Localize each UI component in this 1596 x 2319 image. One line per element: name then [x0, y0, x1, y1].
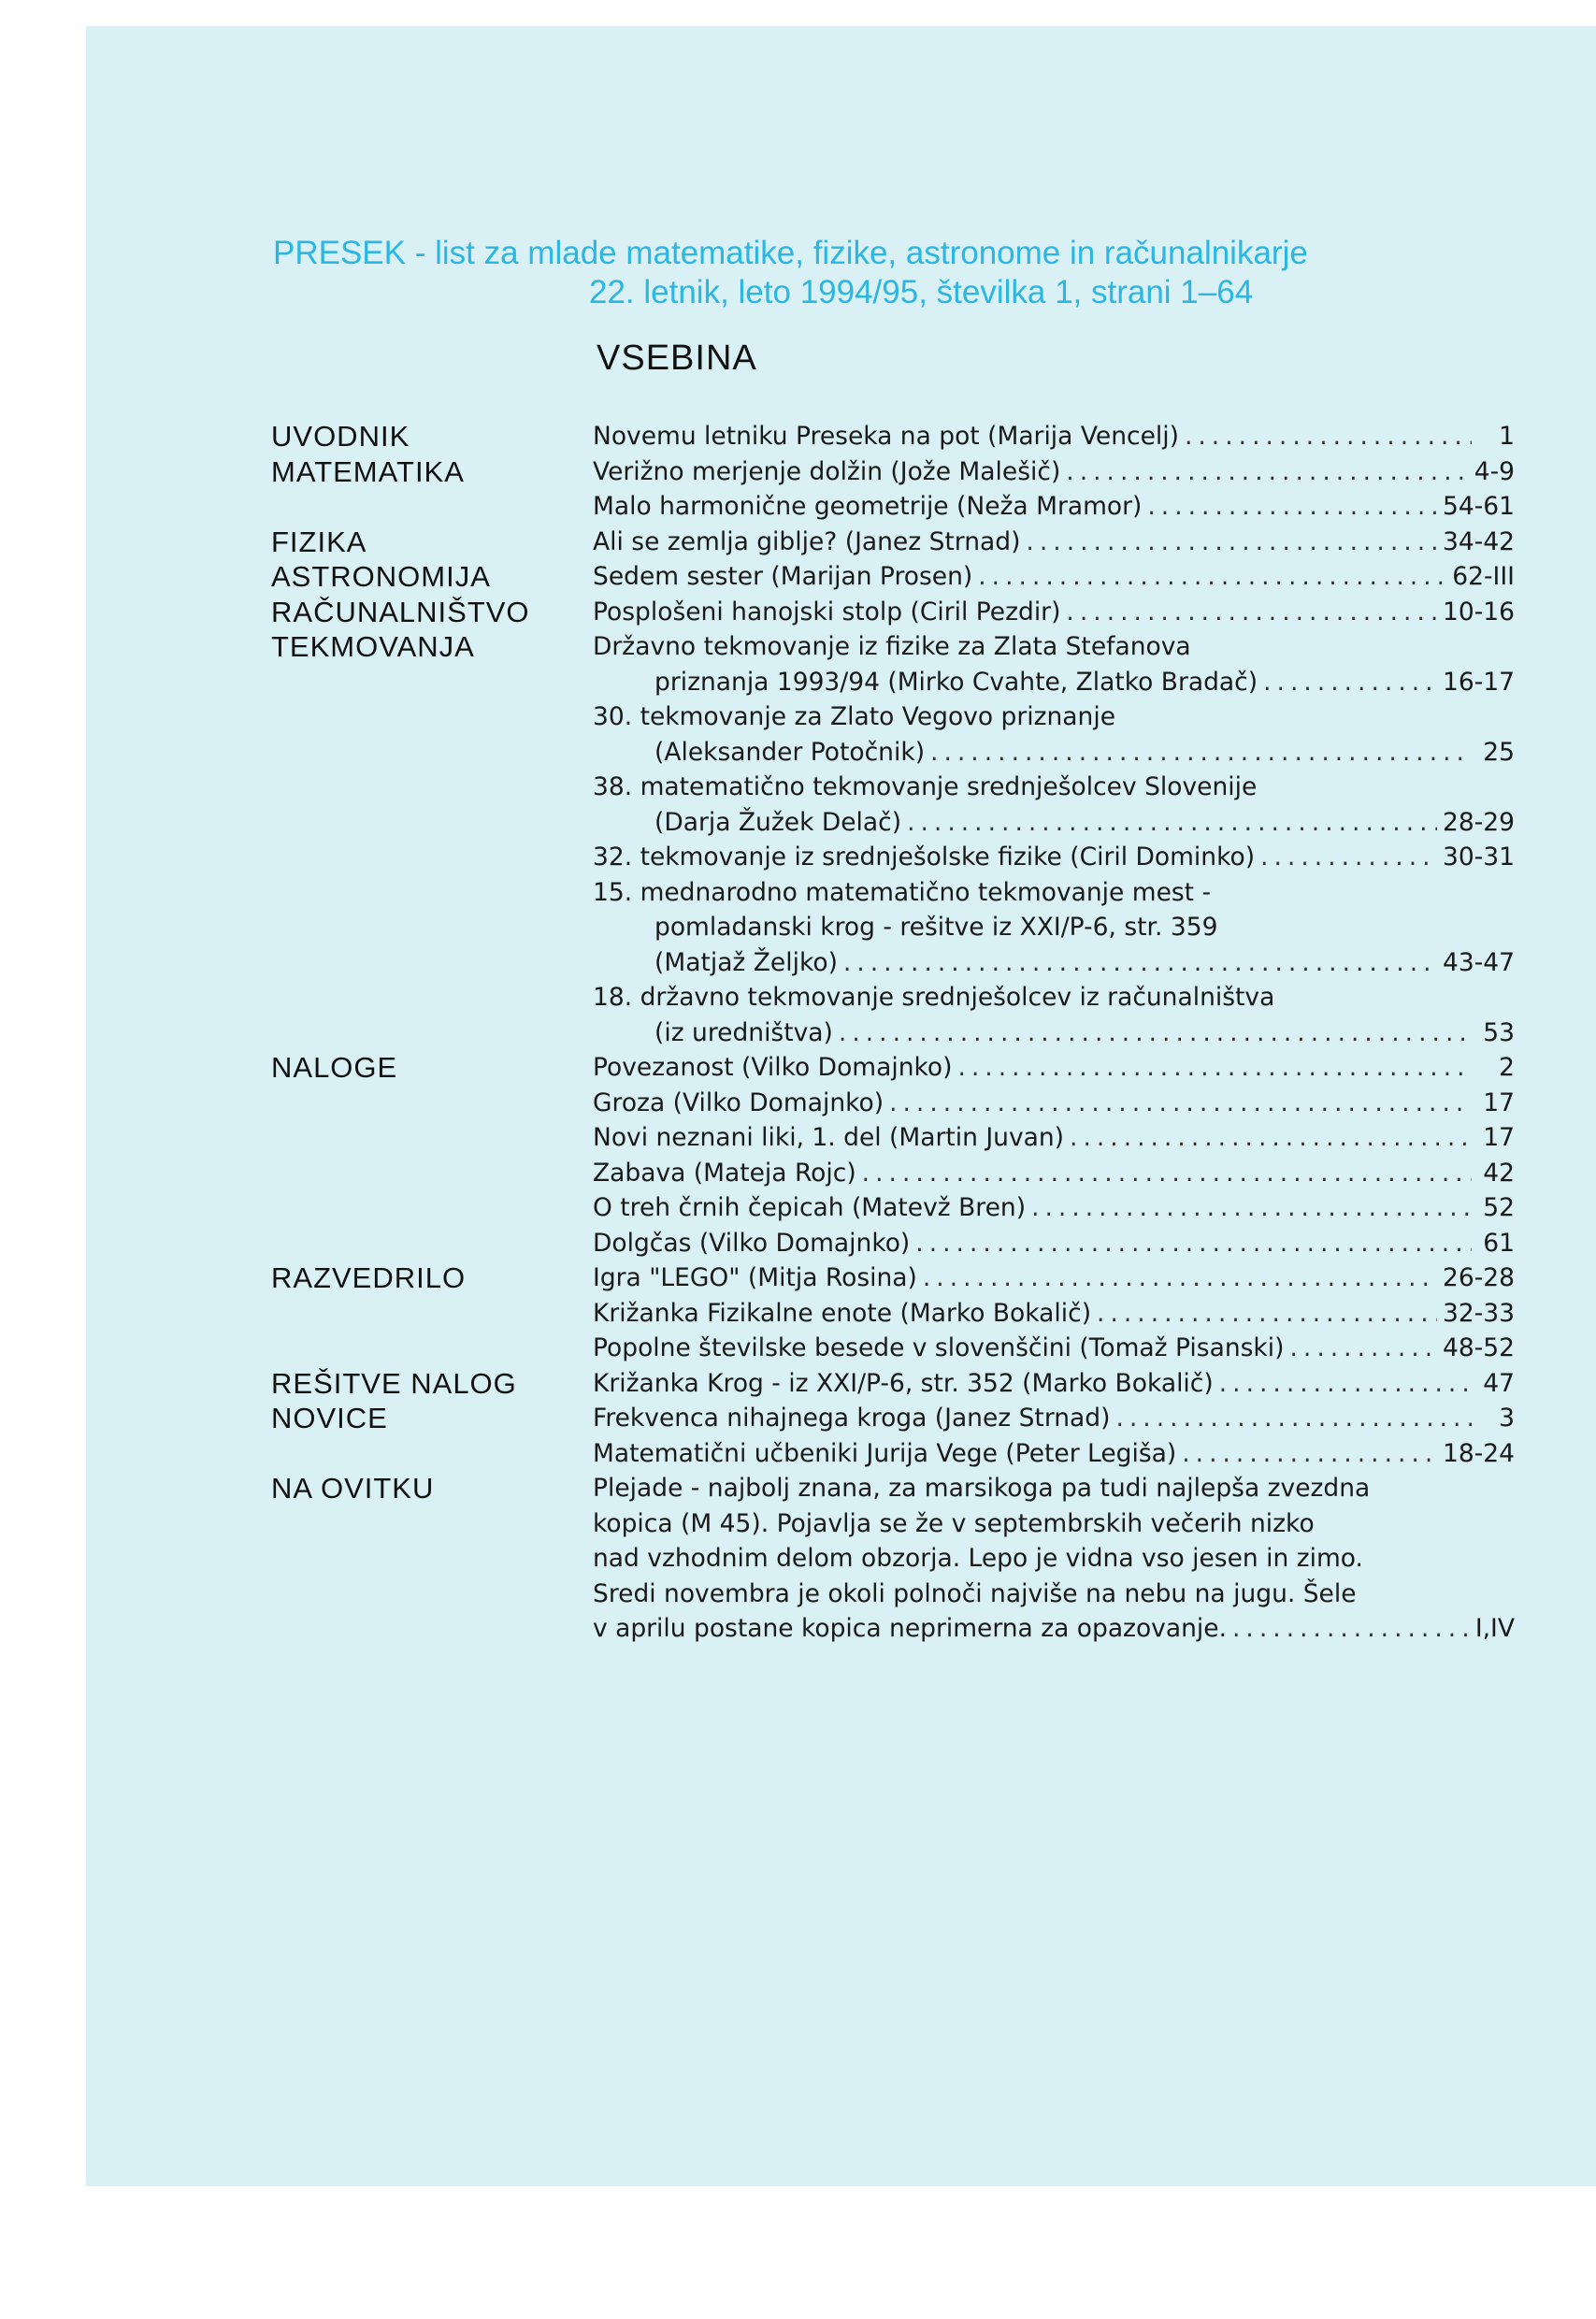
- contents-title: VSEBINA: [597, 338, 757, 378]
- table-of-contents: [271, 419, 1515, 1647]
- entry-title: Popolne številske besede v slovenščini (Tomaž Pisanski): [593, 1333, 1285, 1362]
- toc-entry: [593, 1050, 1515, 1086]
- entry-title: (Darja Žužek Delač): [654, 807, 902, 837]
- magazine-header: [273, 234, 1507, 312]
- leader-dots: [1147, 489, 1437, 525]
- leader-dots: [839, 1015, 1472, 1051]
- section-label: UVODNIK: [271, 420, 410, 453]
- entry-title: Ali se zemlja giblje? (Janez Strnad): [593, 526, 1021, 556]
- page-number: 18-24: [1442, 1438, 1515, 1468]
- entry-title-line: Državno tekmovanje iz fizike za Zlata Stefanova: [593, 632, 1191, 661]
- page-number: 48-52: [1442, 1333, 1515, 1362]
- page-number: 25: [1483, 737, 1515, 767]
- entry-text-line: Sredi novembra je okoli polnoči najviše na nebu na jugu. Šele: [593, 1578, 1357, 1608]
- entry-title: priznanja 1993/94 (Mirko Cvahte, Zlatko Bradač): [654, 667, 1258, 697]
- entry-title: Križanka Fizikalne enote (Marko Bokalič): [593, 1298, 1092, 1328]
- entry-title: Matematični učbeniki Jurija Vege (Peter Legiša): [593, 1438, 1177, 1468]
- entry-title: Povezanost (Vilko Domajnko): [593, 1053, 953, 1082]
- entry-text-line: kopica (M 45). Pojavlja se že v septembrskih večerih nizko: [593, 1508, 1315, 1538]
- toc-entry: [593, 1086, 1515, 1121]
- toc-entry: [593, 1260, 1515, 1296]
- leader-dots: [1115, 1401, 1472, 1436]
- toc-entry: [593, 1366, 1515, 1402]
- entry-title: Novi neznani liki, 1. del (Martin Juvan): [593, 1123, 1065, 1152]
- entry-text-line: nad vzhodnim delom obzorja. Lepo je vidna vso jesen in zimo.: [593, 1544, 1363, 1573]
- leader-dots: [862, 1156, 1472, 1191]
- toc-entry: [593, 559, 1515, 595]
- leader-dots: [923, 1260, 1437, 1296]
- toc-section: [271, 454, 1515, 525]
- page-number: 2: [1499, 1053, 1515, 1082]
- page-number: 1: [1499, 422, 1515, 451]
- page-number: 10-16: [1442, 597, 1515, 627]
- entry-title: Frekvenca nihajnega kroga (Janez Strnad): [593, 1404, 1111, 1433]
- section-entries: [593, 1366, 1515, 1402]
- page-number: 17: [1483, 1087, 1515, 1117]
- toc-entry: [593, 1015, 1515, 1051]
- leader-dots: [1219, 1366, 1472, 1402]
- leader-dots: [1232, 1611, 1470, 1647]
- toc-entry: [593, 665, 1515, 700]
- leader-dots: [1070, 1120, 1472, 1156]
- toc-entry: [593, 525, 1515, 560]
- leader-dots: [1097, 1296, 1437, 1332]
- leader-dots: [930, 735, 1472, 771]
- entry-title: O treh črnih čepicah (Matevž Bren): [593, 1193, 1027, 1222]
- toc-entry: [593, 805, 1515, 841]
- toc-entry: [593, 1296, 1515, 1332]
- entry-title: v aprilu postane kopica neprimerna za opazovanje.: [593, 1614, 1227, 1643]
- section-entries: [593, 1050, 1515, 1260]
- toc-entry: [593, 1611, 1515, 1647]
- toc-entry: [593, 1226, 1515, 1261]
- entry-title: Groza (Vilko Domajnko): [593, 1087, 884, 1117]
- section-label: NA OVITKU: [271, 1472, 435, 1505]
- entry-title: Zabava (Mateja Rojc): [593, 1158, 856, 1188]
- toc-entry: [593, 1156, 1515, 1191]
- leader-dots: [957, 1050, 1472, 1086]
- toc-entry: [593, 419, 1515, 454]
- section-entries: [593, 419, 1515, 454]
- leader-dots: [1263, 665, 1437, 700]
- entry-text-line: Plejade - najbolj znana, za marsikoga pa tudi najlepša zvezdna: [593, 1474, 1371, 1503]
- leader-dots: [1185, 419, 1472, 454]
- entry-title: Malo harmonične geometrije (Neža Mramor): [593, 492, 1143, 521]
- toc-entry: [593, 1436, 1515, 1472]
- page-number: 28-29: [1442, 807, 1515, 837]
- toc-section: [271, 1050, 1515, 1260]
- page-number: 3: [1499, 1404, 1515, 1433]
- toc-entry: [593, 735, 1515, 771]
- page-number: 54-61: [1442, 492, 1515, 521]
- toc-entry: [593, 1120, 1515, 1156]
- page-number: 53: [1483, 1017, 1515, 1047]
- page-number: 61: [1483, 1228, 1515, 1258]
- section-entries: [593, 1260, 1515, 1366]
- toc-entry: [593, 454, 1515, 490]
- entry-title: Novemu letniku Preseka na pot (Marija Vencelj): [593, 422, 1179, 451]
- page-number: 16-17: [1442, 667, 1515, 697]
- entry-title: Posplošeni hanojski stolp (Ciril Pezdir): [593, 597, 1061, 627]
- entry-title: Dolgčas (Vilko Domajnko): [593, 1228, 911, 1258]
- page-number: 26-28: [1442, 1263, 1515, 1292]
- leader-dots: [889, 1086, 1472, 1121]
- entry-title-line: 30. tekmovanje za Zlato Vegovo priznanje: [593, 702, 1116, 731]
- leader-dots: [843, 945, 1437, 981]
- section-entries: [593, 595, 1515, 630]
- toc-entry: [593, 840, 1515, 875]
- toc-section: [271, 559, 1515, 595]
- entry-title: 32. tekmovanje iz srednješolske fizike (Ciril Dominko): [593, 843, 1256, 871]
- entry-title: (Aleksander Potočnik): [654, 737, 926, 767]
- page-number: I,IV: [1474, 1614, 1515, 1643]
- toc-section: [271, 595, 1515, 630]
- toc-section: [271, 1260, 1515, 1366]
- section-entries: [593, 629, 1515, 1050]
- page-number: 17: [1483, 1123, 1515, 1152]
- leader-dots: [1031, 1190, 1472, 1226]
- section-label: REŠITVE NALOG: [271, 1366, 517, 1400]
- page-number: 52: [1483, 1193, 1515, 1222]
- section-entries: [593, 559, 1515, 595]
- page-number: 42: [1483, 1158, 1515, 1188]
- section-entries: [593, 1471, 1515, 1647]
- toc-section: [271, 1401, 1515, 1471]
- header-line-1: PRESEK - list za mlade matematike, fizike, astronome in računalnikarje: [273, 235, 1308, 271]
- entry-title-line: 15. mednarodno matematično tekmovanje mest -: [593, 877, 1212, 907]
- section-entries: [593, 454, 1515, 525]
- page-number: 32-33: [1442, 1298, 1515, 1328]
- page-number: 47: [1483, 1368, 1515, 1398]
- toc-section: [271, 1366, 1515, 1402]
- toc-entry: [593, 595, 1515, 630]
- leader-dots: [915, 1226, 1472, 1261]
- page-number: 30-31: [1442, 843, 1515, 871]
- toc-section: [271, 1471, 1515, 1647]
- header-line-2: 22. letnik, leto 1994/95, številka 1, strani 1–64: [589, 274, 1254, 310]
- entry-title-line: pomladanski krog - rešitve iz XXI/P-6, str. 359: [654, 913, 1218, 942]
- entry-title-line: 38. matematično tekmovanje srednješolcev Slovenije: [593, 772, 1258, 801]
- page-number: 34-42: [1442, 526, 1515, 556]
- toc-section: [271, 629, 1515, 1050]
- entry-title: Križanka Krog - iz XXI/P-6, str. 352 (Marko Bokalič): [593, 1368, 1214, 1398]
- entry-title: (Matjaž Željko): [654, 947, 838, 977]
- entry-title: (iz uredništva): [654, 1017, 833, 1047]
- toc-section: [271, 525, 1515, 560]
- entry-title: Verižno merjenje dolžin (Jože Malešič): [593, 456, 1061, 486]
- page-number: 62-III: [1452, 562, 1515, 591]
- section-label: NOVICE: [271, 1402, 388, 1434]
- section-label: RAČUNALNIŠTVO: [271, 595, 530, 628]
- section-entries: [593, 525, 1515, 560]
- section-label: NALOGE: [271, 1051, 398, 1084]
- entry-title-line: 18. državno tekmovanje srednješolcev iz računalništva: [593, 983, 1275, 1012]
- toc-entry: [593, 1331, 1515, 1366]
- leader-dots: [907, 805, 1437, 841]
- leader-dots: [1026, 525, 1437, 560]
- toc-section: [271, 419, 1515, 454]
- page-number: 43-47: [1442, 947, 1515, 977]
- leader-dots: [1260, 840, 1437, 875]
- toc-entry: [593, 1401, 1515, 1436]
- toc-entry: [593, 1190, 1515, 1226]
- section-label: FIZIKA: [271, 525, 367, 558]
- section-label: MATEMATIKA: [271, 454, 465, 488]
- toc-entry: [593, 489, 1515, 525]
- leader-dots: [1066, 595, 1437, 630]
- section-entries: [593, 1401, 1515, 1471]
- section-label: ASTRONOMIJA: [271, 560, 491, 593]
- leader-dots: [1066, 454, 1468, 490]
- entry-title: Igra "LEGO" (Mitja Rosina): [593, 1263, 917, 1292]
- section-label: TEKMOVANJA: [271, 630, 475, 663]
- leader-dots: [978, 559, 1446, 595]
- entry-title: Sedem sester (Marijan Prosen): [593, 562, 973, 591]
- leader-dots: [1182, 1436, 1437, 1472]
- toc-entry: [593, 945, 1515, 981]
- leader-dots: [1289, 1331, 1437, 1366]
- page-number: 4-9: [1474, 456, 1515, 486]
- section-label: RAZVEDRILO: [271, 1261, 467, 1294]
